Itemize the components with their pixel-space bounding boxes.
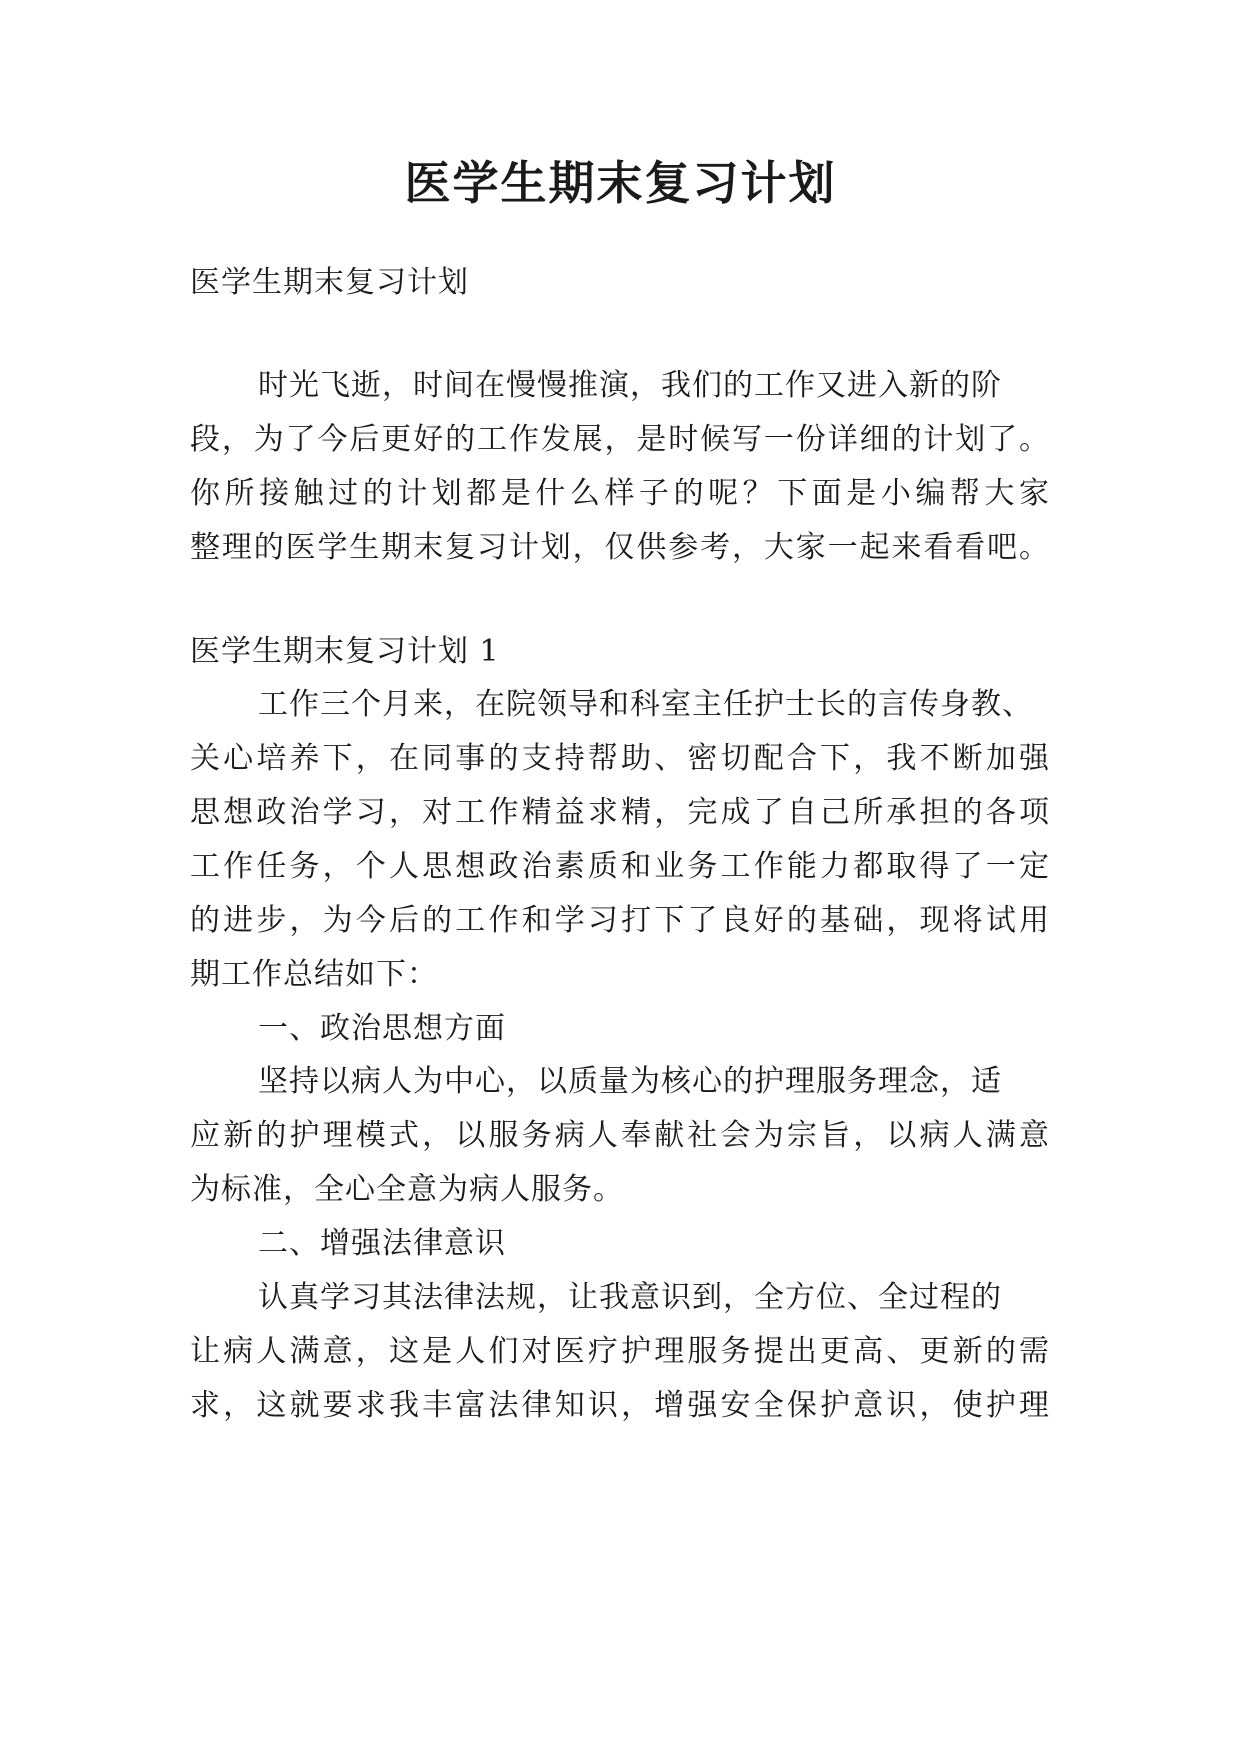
document-title: 医学生期末复习计划 bbox=[404, 156, 837, 210]
subsection-line: 求，这就要求我丰富法律知识，增强安全保护意识，使护理 bbox=[190, 1388, 1050, 1423]
subsection-line: 让病人满意，这是人们对医疗护理服务提出更高、更新的需 bbox=[190, 1334, 1050, 1369]
subsection-heading: 一、政治思想方面 bbox=[258, 1011, 506, 1046]
subsection-line: 坚持以病人为中心，以质量为核心的护理服务理念，适 bbox=[258, 1064, 1002, 1099]
body-line: 的进步，为今后的工作和学习打下了良好的基础，现将试用 bbox=[190, 903, 1050, 938]
subsection-line: 为标准，全心全意为病人服务。 bbox=[190, 1172, 624, 1207]
subsection-line: 认真学习其法律法规，让我意识到，全方位、全过程的 bbox=[258, 1280, 1002, 1315]
body-line: 期工作总结如下： bbox=[190, 957, 438, 992]
intro-line: 段，为了今后更好的工作发展，是时候写一份详细的计划了。 bbox=[190, 422, 1050, 457]
intro-line: 你所接触过的计划都是什么样子的呢？下面是小编帮大家 bbox=[190, 476, 1050, 511]
body-line: 关心培养下，在同事的支持帮助、密切配合下，我不断加强 bbox=[190, 741, 1050, 776]
subsection-heading: 二、增强法律意识 bbox=[258, 1226, 506, 1261]
section-heading: 医学生期末复习计划 1 bbox=[190, 634, 500, 669]
body-line: 工作三个月来，在院领导和科室主任护士长的言传身教、 bbox=[258, 687, 1033, 722]
document-subtitle: 医学生期末复习计划 bbox=[190, 265, 469, 300]
body-line: 思想政治学习，对工作精益求精，完成了自己所承担的各项 bbox=[190, 795, 1050, 830]
intro-line: 整理的医学生期末复习计划，仅供参考，大家一起来看看吧。 bbox=[190, 530, 1050, 565]
subsection-line: 应新的护理模式，以服务病人奉献社会为宗旨，以病人满意 bbox=[190, 1118, 1050, 1153]
body-line: 工作任务，个人思想政治素质和业务工作能力都取得了一定 bbox=[190, 849, 1050, 884]
intro-line: 时光飞逝，时间在慢慢推演，我们的工作又进入新的阶 bbox=[258, 368, 1002, 403]
